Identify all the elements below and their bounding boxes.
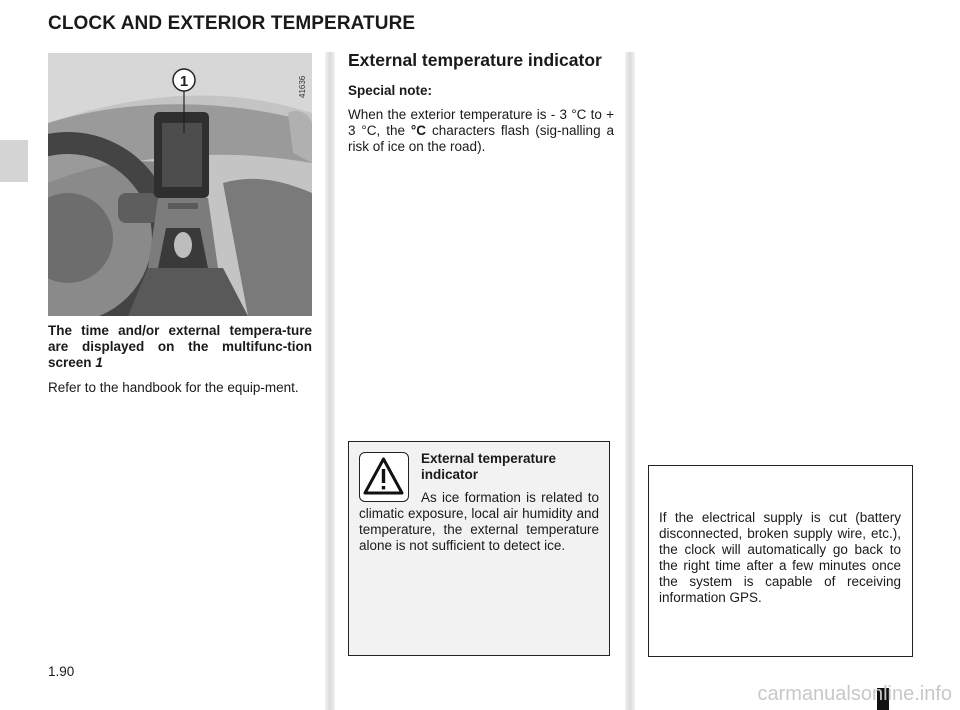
figure-caption [48, 323, 312, 371]
page-title: CLOCK AND EXTERIOR TEMPERATURE [48, 13, 416, 34]
warning-text: As ice formation is related to climatic exposure, local air humidity and temperature, the external temperature alone is not sufficient to detect ice. [359, 490, 599, 553]
column-divider-right [625, 52, 635, 710]
watermark: carmanualsonline.info [757, 683, 952, 705]
info-text: If the electrical supply is cut (battery disconnected, broken supply wire, etc.), the clock will automatically go back to the right time after a few minutes once the system is capable of receiving information GPS. [659, 510, 901, 605]
special-note-paragraph [348, 107, 614, 155]
figure-reference-number: 41636 [298, 75, 307, 98]
left-column-text [48, 323, 312, 405]
page-number: 1.90 [48, 664, 75, 679]
middle-column [348, 50, 614, 155]
column-divider-left [325, 52, 335, 710]
note-text-part1: When the exterior temperature is - 3 °C to + 3 °C, the [348, 107, 614, 138]
info-box [648, 465, 913, 657]
caption-reference: 1 [95, 355, 103, 370]
warning-box [348, 441, 610, 656]
section-tab [0, 140, 28, 182]
special-note-heading: Special note: [348, 83, 433, 98]
handbook-note: Refer to the handbook for the equip-ment. [48, 380, 299, 395]
caption-text: The time and/or external tempera-ture are displayed on the multifunc-tion screen [48, 323, 312, 370]
section-heading: External temperature indicator [348, 50, 602, 70]
note-text-bold: °C [410, 123, 427, 138]
warning-triangle-icon [359, 452, 409, 502]
note-text-part2: characters flash (sig-nalling a risk of ice on the road). [348, 123, 614, 154]
warning-title: External temperature indicator [421, 451, 557, 482]
figure-callout: 1 [179, 73, 189, 90]
dashboard-illustration [48, 53, 312, 316]
